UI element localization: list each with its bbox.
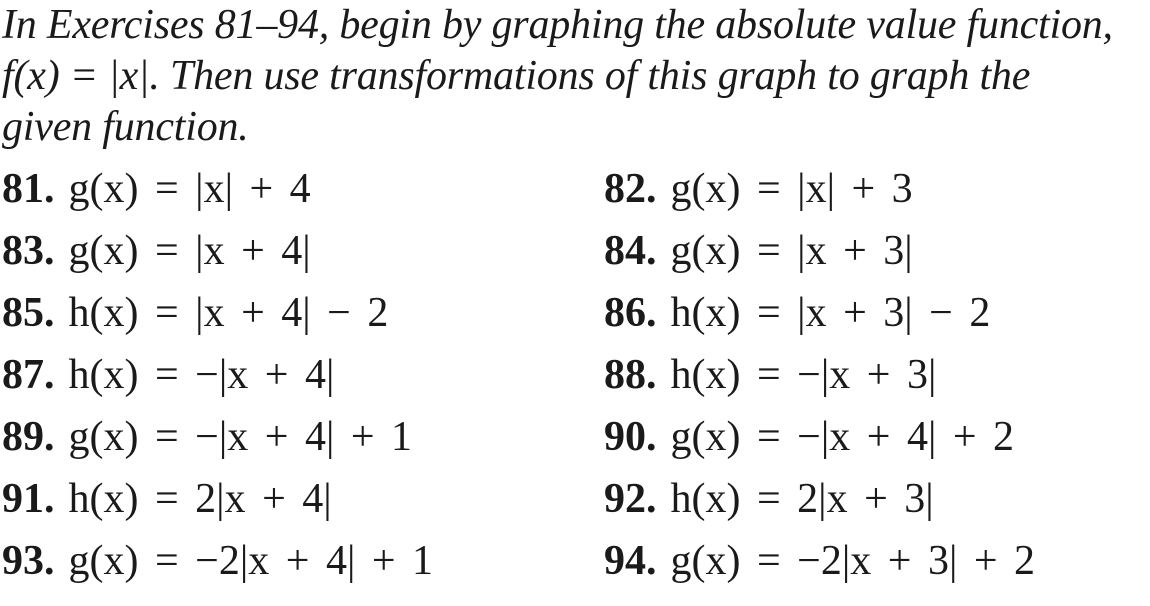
exercise-expression: g(x) = −|x + 4| + 2 bbox=[670, 414, 1015, 460]
exercise-94 bbox=[604, 540, 1142, 602]
exercise-list bbox=[2, 168, 1142, 602]
exercise-88 bbox=[604, 354, 1142, 416]
exercise-expression: g(x) = |x| + 3 bbox=[670, 166, 913, 212]
exercise-number: 83. bbox=[2, 228, 55, 274]
exercise-number: 86. bbox=[604, 290, 657, 336]
instructions-line-2: f(x) = |x|. Then use transformations of this graph to graph the bbox=[2, 53, 1031, 99]
exercise-expression: h(x) = 2|x + 3| bbox=[670, 476, 934, 522]
exercise-expression: g(x) = |x + 4| bbox=[68, 228, 311, 274]
exercise-expression: h(x) = −|x + 4| bbox=[68, 352, 335, 398]
exercise-90 bbox=[604, 416, 1142, 478]
exercise-number: 87. bbox=[2, 352, 55, 398]
exercise-number: 81. bbox=[2, 166, 55, 212]
exercise-expression: g(x) = |x + 3| bbox=[670, 228, 913, 274]
exercise-86 bbox=[604, 292, 1142, 354]
exercise-expression: h(x) = |x + 4| − 2 bbox=[68, 290, 389, 336]
exercise-expression: h(x) = −|x + 3| bbox=[670, 352, 937, 398]
exercise-number: 85. bbox=[2, 290, 55, 336]
exercise-81 bbox=[2, 168, 604, 230]
exercise-number: 93. bbox=[2, 538, 55, 584]
exercise-instructions bbox=[2, 0, 1148, 153]
exercise-number: 82. bbox=[604, 166, 657, 212]
instructions-line-3: given function. bbox=[2, 104, 249, 150]
exercise-expression: g(x) = |x| + 4 bbox=[68, 166, 311, 212]
exercise-number: 90. bbox=[604, 414, 657, 460]
exercise-expression: h(x) = |x + 3| − 2 bbox=[670, 290, 991, 336]
exercise-expression: h(x) = 2|x + 4| bbox=[68, 476, 332, 522]
instructions-line-1: In Exercises 81–94, begin by graphing the absolute value function, bbox=[2, 2, 1113, 48]
exercise-expression: g(x) = −|x + 4| + 1 bbox=[68, 414, 413, 460]
exercise-91 bbox=[2, 478, 604, 540]
exercise-89 bbox=[2, 416, 604, 478]
exercise-83 bbox=[2, 230, 604, 292]
exercise-number: 92. bbox=[604, 476, 657, 522]
exercise-93 bbox=[2, 540, 604, 602]
exercise-number: 91. bbox=[2, 476, 55, 522]
exercise-85 bbox=[2, 292, 604, 354]
exercise-87 bbox=[2, 354, 604, 416]
exercise-number: 94. bbox=[604, 538, 657, 584]
exercise-84 bbox=[604, 230, 1142, 292]
exercise-number: 89. bbox=[2, 414, 55, 460]
exercise-expression: g(x) = −2|x + 4| + 1 bbox=[68, 538, 434, 584]
exercise-expression: g(x) = −2|x + 3| + 2 bbox=[670, 538, 1036, 584]
exercise-82 bbox=[604, 168, 1142, 230]
exercise-number: 88. bbox=[604, 352, 657, 398]
exercise-number: 84. bbox=[604, 228, 657, 274]
exercise-92 bbox=[604, 478, 1142, 540]
